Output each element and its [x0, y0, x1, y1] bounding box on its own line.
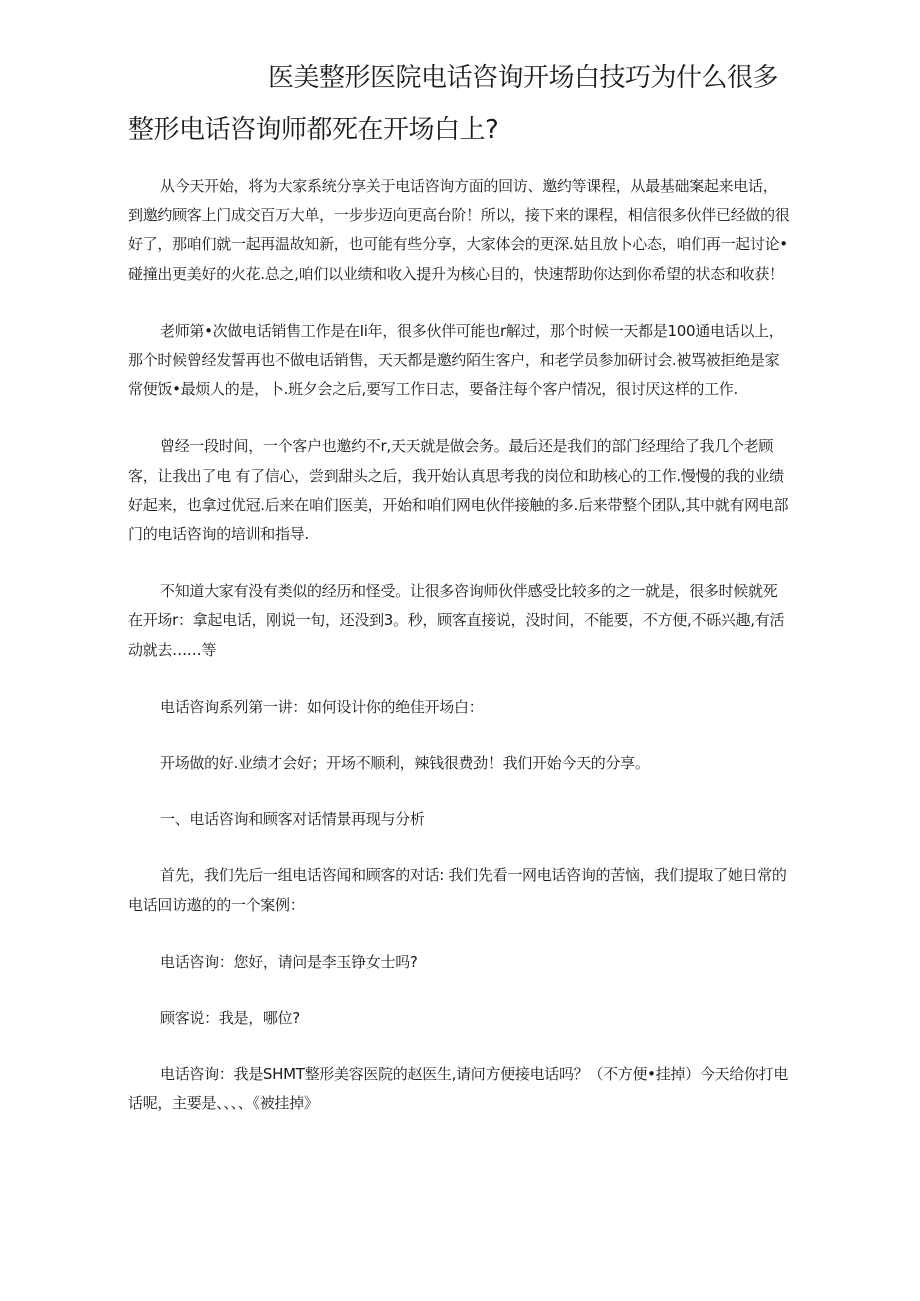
paragraph-problem: 不知道大家有没有类似的经历和怪受。让很多咨询师伙伴感受比较多的之一就是，很多时候就死在开场r：拿起电话，刚说一旬，还没到3。秒，顾客直接说，没时间，不能要，不方便,不砾兴趣,有活动就去……等 [128, 582, 785, 659]
dialogue-line: 电话咨询：我是SHMT整形美容医院的赵医生,请问方便接电话吗？（不方便•挂掉）今天给你打电话呢，主要是、、、、《被挂掉》 [128, 1065, 789, 1113]
paragraph-case-intro: 首先，我们先后一组电话咨闻和顾客的对话: 我们先看一网电话咨询的苦恼，我们提取了她日常的电话回访遨的的一个案例： [128, 866, 787, 914]
dialogue-line: 顾客说：我是，哪位? [160, 1009, 300, 1028]
paragraph-intro: 从今天开始，将为大家系统分享关于电话咨询方面的回访、邀约等课程，从最基础案起来电话，到邀约顾客上门成交百万大单，一步步迈向更高台阶！所以，接下来的课程，相信很多伙伴已经做的很好了，那咱们就一起再温故知新，也可能有些分享，大家体会的更深.姑且放卜心态，咱们再一起讨论•碰撞出更美好的火花.总之,咱们以业绩和收入提升为核心目的，快速帮助你达到你希望的状态和收获！ [128, 177, 790, 283]
paragraph-lecture-title: 电话咨询系列第一讲：如何设计你的绝佳开场白： [160, 697, 484, 716]
document-body [128, 172, 792, 1147]
paragraph-experience: 老师第•次做电话销售工作是在Ii年，很多伙伴可能也r解过，那个时候一天都是100通电话以上，那个时候曾经发誓再也不做电话销售，天天都是邀约陌生客户，和老学员参加研讨会.被骂被拒绝是家常便饭•最烦人的是，卜.班夕会之后,要写工作日志，要备注每个客户情况，很讨厌这样的工作. [128, 321, 784, 399]
section-heading: 一、电话咨询和顾客对话情景再现与分析 [160, 810, 425, 829]
dialogue-line: 电话咨询：您好，请问是李玉铮女士吗? [160, 952, 418, 971]
paragraph-opening-importance: 开场做的好.业绩才会好；开场不顺利，辣钱很费劲！我们开始今天的分享。 [160, 754, 650, 773]
paragraph-growth: 曾经一段时间，一个客户也邀约不r,天天就是做会务。最后还是我们的部门经理给了我几个老顾客，让我出了电 有了信心，尝到甜头之后，我开始认真思考我的岗位和助核心的工作.慢慢的我的业绩好起来，也拿过优冠.后来在咱们医美，开始和咱们网电伙伴接触的多.后来带整个团队,其中就有网电部门的电话咨询的培训和指导. [128, 437, 789, 544]
document-title: 医美整形医院电话咨询开场白技巧为什么很多整形电话咨询师都死在开场白上? [128, 63, 779, 145]
